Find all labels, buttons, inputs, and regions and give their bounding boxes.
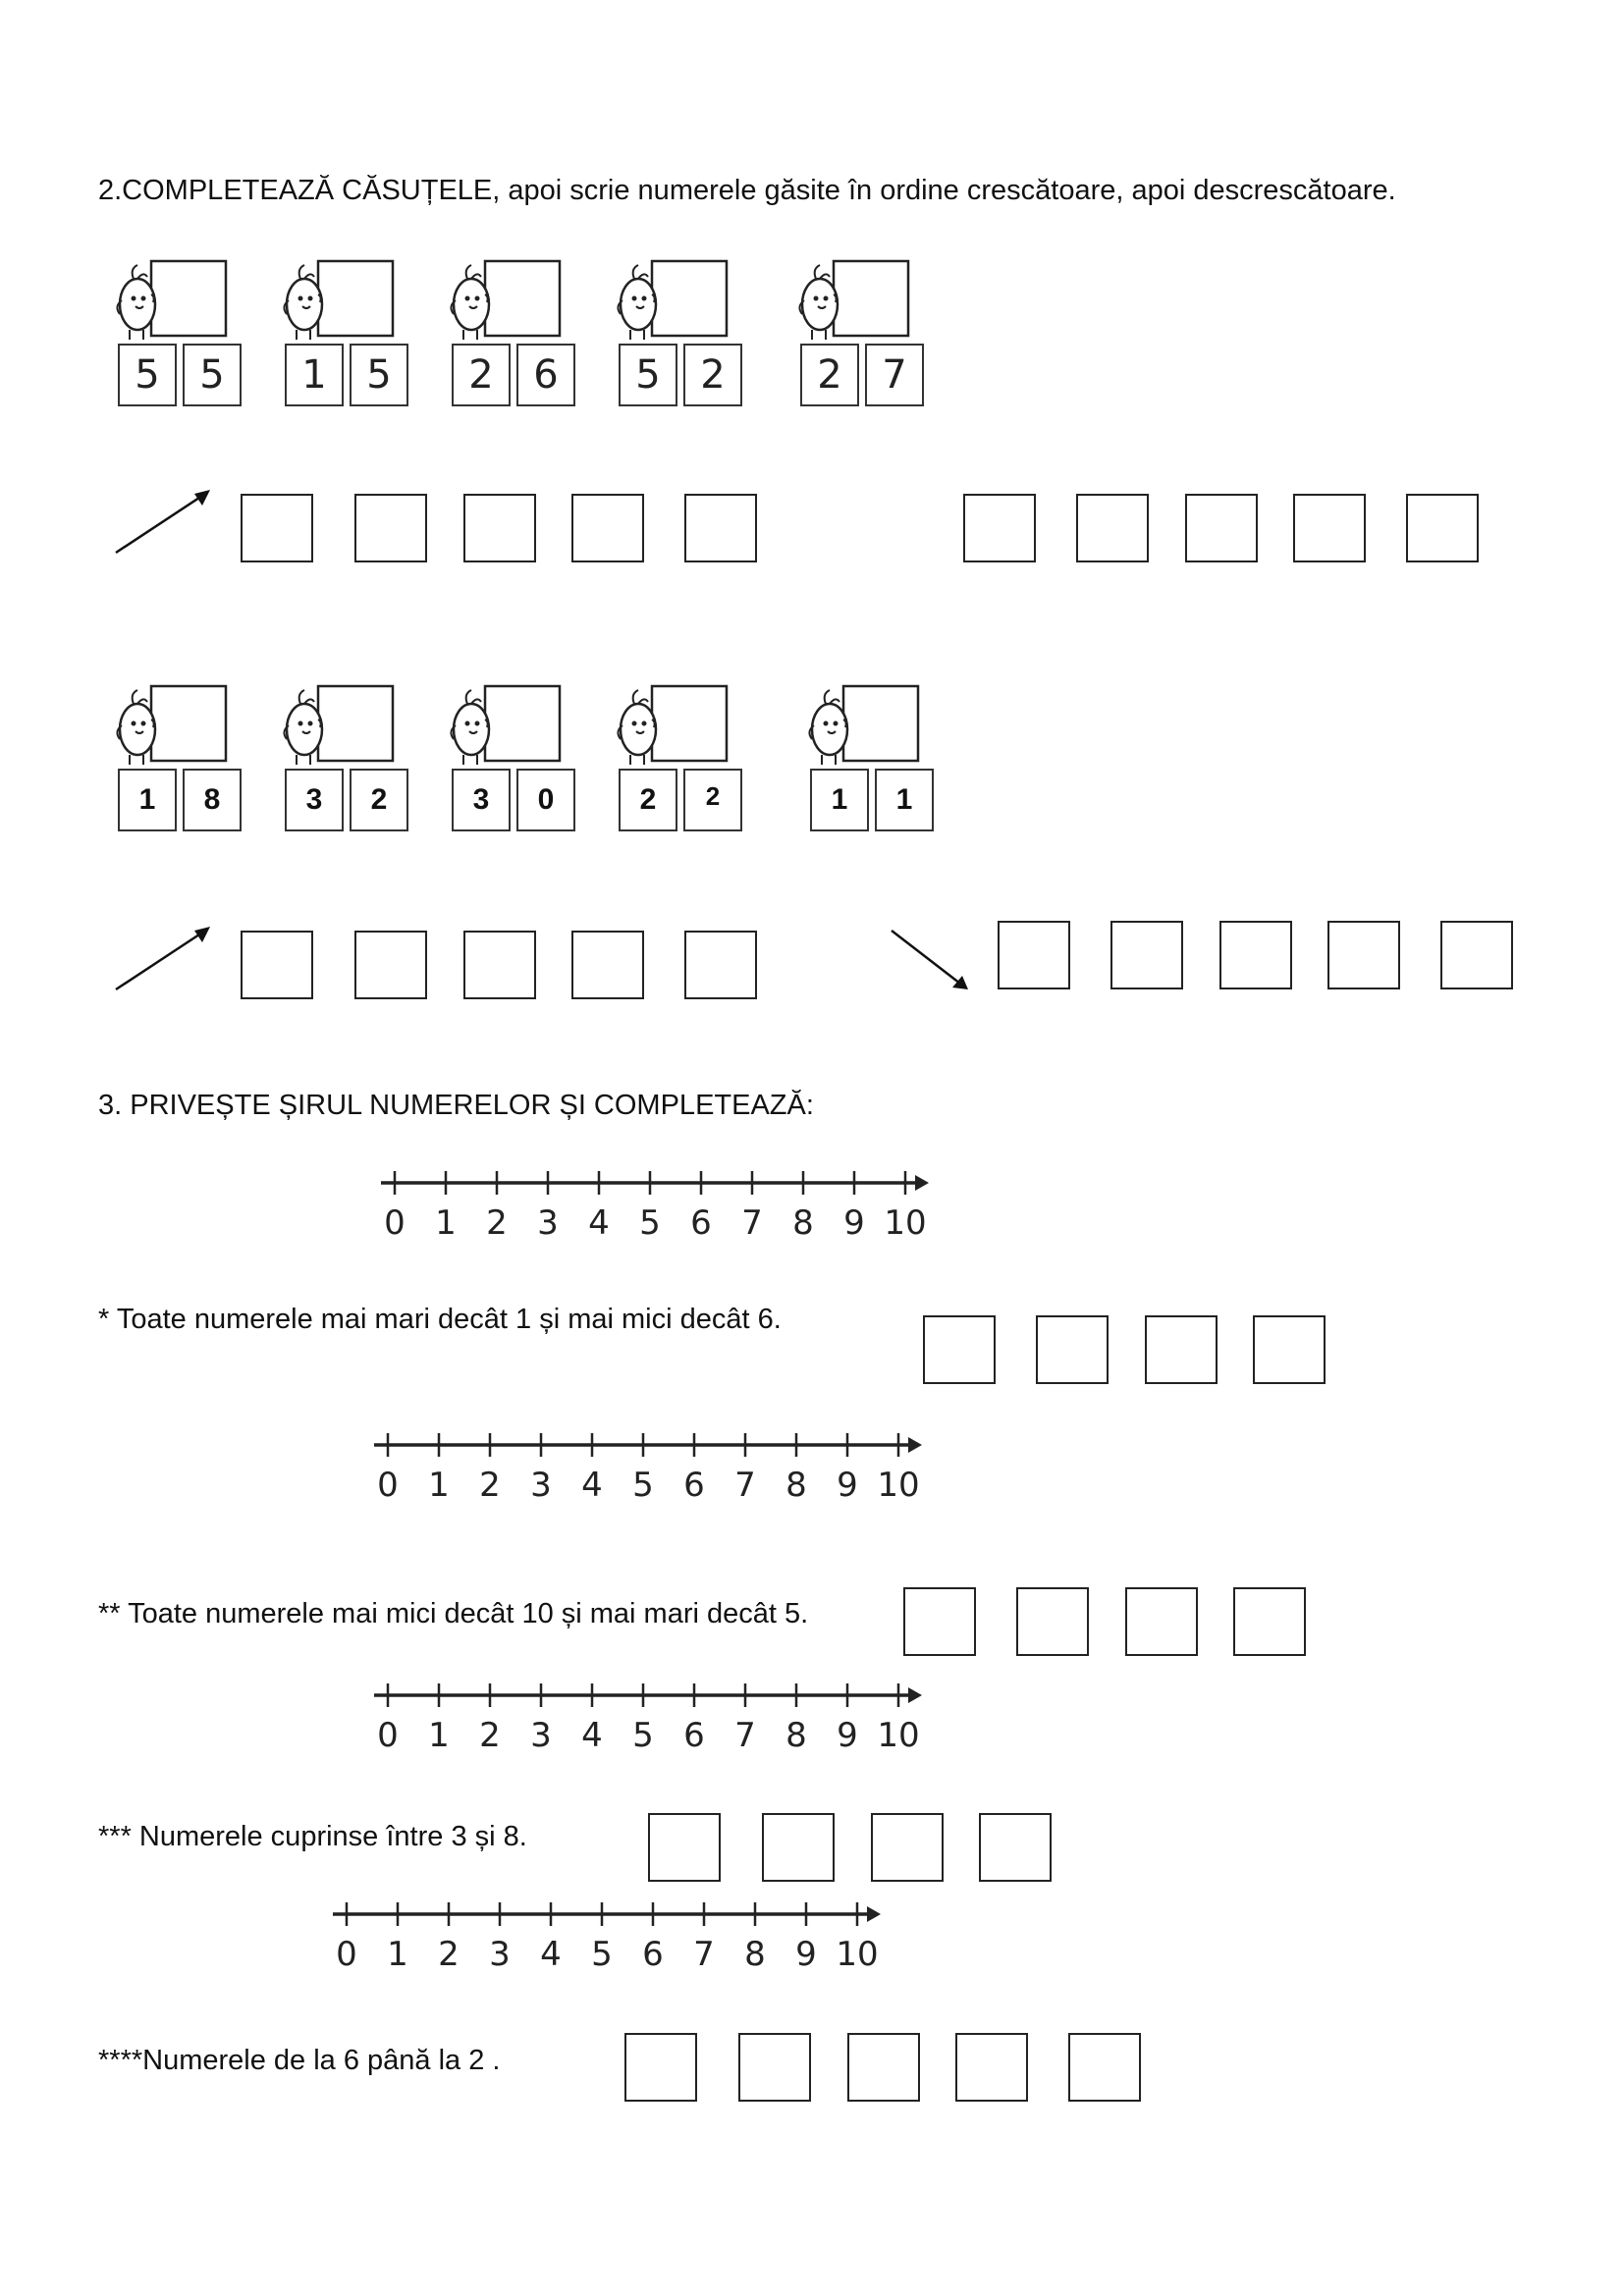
number-line-label: 9 — [843, 1203, 865, 1243]
number-line-label: 7 — [734, 1466, 756, 1505]
number-figure — [108, 680, 245, 857]
digit-label: 3 — [472, 783, 490, 816]
number-line-label: 8 — [785, 1466, 807, 1505]
number-line-label: 5 — [632, 1466, 654, 1505]
digit-card — [452, 344, 511, 406]
number-line-label: 10 — [836, 1935, 879, 1974]
number-line-label: 8 — [792, 1203, 814, 1243]
answer-box[interactable] — [684, 931, 757, 999]
answer-box[interactable] — [463, 494, 536, 562]
digit-card — [118, 344, 177, 406]
digit-label: 1 — [301, 352, 327, 398]
digit-label: 1 — [831, 783, 848, 816]
number-line-arrowhead — [908, 1687, 922, 1703]
number-line-label: 7 — [734, 1716, 756, 1755]
number-line-label: 2 — [438, 1935, 460, 1974]
number-line-label: 7 — [693, 1935, 715, 1974]
number-line-label: 4 — [588, 1203, 610, 1243]
number-line-label: 5 — [639, 1203, 661, 1243]
digit-label: 7 — [882, 352, 907, 398]
answer-box[interactable] — [955, 2033, 1028, 2102]
digit-label: 8 — [203, 783, 221, 816]
number-line-label: 9 — [837, 1466, 858, 1505]
number-line-label: 3 — [489, 1935, 511, 1974]
digit-label: 2 — [370, 783, 388, 816]
answer-box[interactable] — [1068, 2033, 1141, 2102]
number-figure — [442, 255, 579, 432]
digit-label: 1 — [138, 783, 156, 816]
answer-box[interactable] — [571, 494, 644, 562]
number-line-label: 10 — [884, 1203, 927, 1243]
digit-card — [183, 769, 242, 831]
digit-card — [118, 769, 177, 831]
task-3-text: *** Numerele cuprinse între 3 și 8. — [98, 1821, 527, 1852]
digit-label: 1 — [895, 783, 913, 816]
number-line-arrowhead — [915, 1175, 929, 1191]
digit-card — [800, 344, 859, 406]
number-line-label: 8 — [785, 1716, 807, 1755]
number-line-label: 10 — [877, 1716, 920, 1755]
digit-label: 5 — [135, 352, 160, 398]
answer-box[interactable] — [998, 921, 1070, 989]
answer-box[interactable] — [354, 494, 427, 562]
answer-box[interactable] — [1185, 494, 1258, 562]
answer-box[interactable] — [1110, 921, 1183, 989]
digit-card — [350, 344, 408, 406]
number-figure — [790, 255, 928, 432]
digit-card — [619, 344, 677, 406]
digit-label: 2 — [468, 352, 494, 398]
number-line-label: 1 — [435, 1203, 457, 1243]
ascending-arrow-icon — [108, 486, 216, 560]
digit-card — [810, 769, 869, 831]
digit-label: 6 — [533, 352, 559, 398]
number-line-label: 6 — [690, 1203, 712, 1243]
digit-card — [683, 344, 742, 406]
answer-box[interactable] — [923, 1315, 996, 1384]
digit-card — [350, 769, 408, 831]
digit-label: 2 — [705, 780, 721, 811]
answer-box[interactable] — [1293, 494, 1366, 562]
ascending-arrow-icon — [108, 923, 216, 996]
answer-box[interactable] — [624, 2033, 697, 2102]
answer-box[interactable] — [648, 1813, 721, 1882]
answer-box[interactable] — [1440, 921, 1513, 989]
answer-box[interactable] — [1219, 921, 1292, 989]
digit-label: 5 — [199, 352, 225, 398]
number-figure — [275, 680, 412, 857]
number-line-arrowhead — [908, 1437, 922, 1453]
digit-label: 2 — [817, 352, 842, 398]
answer-box[interactable] — [963, 494, 1036, 562]
number-line-label: 4 — [581, 1716, 603, 1755]
number-line-label: 0 — [377, 1466, 399, 1505]
digit-label: 5 — [366, 352, 392, 398]
number-figure — [609, 255, 746, 432]
answer-box[interactable] — [1125, 1587, 1198, 1656]
digit-card — [619, 769, 677, 831]
digit-card — [183, 344, 242, 406]
answer-box[interactable] — [738, 2033, 811, 2102]
task-2-text: ** Toate numerele mai mici decât 10 și mai mari decât 5. — [98, 1598, 809, 1629]
number-line-label: 2 — [479, 1716, 501, 1755]
number-line-label: 3 — [530, 1466, 552, 1505]
number-line-label: 8 — [744, 1935, 766, 1974]
number-line-label: 6 — [683, 1466, 705, 1505]
exercise-3-title: 3. PRIVEȘTE ȘIRUL NUMERELOR ȘI COMPLETEAZĂ: — [98, 1090, 814, 1121]
number-line-label: 4 — [540, 1935, 562, 1974]
task-4-text: ****Numerele de la 6 până la 2 . — [98, 2045, 501, 2076]
task-1-text: * Toate numerele mai mari decât 1 și mai mici decât 6. — [98, 1304, 782, 1335]
answer-box[interactable] — [241, 931, 313, 999]
digit-card — [516, 344, 575, 406]
digit-card — [452, 769, 511, 831]
number-figure — [800, 680, 938, 857]
number-line-label: 9 — [795, 1935, 817, 1974]
number-line-arrowhead — [867, 1906, 881, 1922]
number-figure — [442, 680, 579, 857]
answer-box[interactable] — [1233, 1587, 1306, 1656]
answer-box[interactable] — [871, 1813, 944, 1882]
exercise-2-title: 2.COMPLETEAZĂ CĂSUȚELE, apoi scrie numerele găsite în ordine crescătoare, apoi descrescătoare. — [98, 175, 1396, 206]
digit-label: 3 — [305, 783, 323, 816]
number-line-label: 1 — [387, 1935, 408, 1974]
number-figure — [108, 255, 245, 432]
answer-box[interactable] — [1076, 494, 1149, 562]
number-line-svg — [373, 1158, 927, 1247]
answer-box[interactable] — [571, 931, 644, 999]
number-line-label: 2 — [486, 1203, 508, 1243]
number-line-svg — [325, 1890, 879, 1978]
digit-card — [285, 769, 344, 831]
digit-card — [865, 344, 924, 406]
answer-box[interactable] — [1327, 921, 1400, 989]
answer-box[interactable] — [684, 494, 757, 562]
number-line-label: 9 — [837, 1716, 858, 1755]
digit-card — [683, 769, 742, 831]
number-line-label: 7 — [741, 1203, 763, 1243]
number-line-label: 5 — [591, 1935, 613, 1974]
number-line-label: 1 — [428, 1716, 450, 1755]
answer-box[interactable] — [762, 1813, 835, 1882]
answer-box[interactable] — [979, 1813, 1052, 1882]
answer-box[interactable] — [1145, 1315, 1218, 1384]
number-line-svg — [366, 1420, 920, 1509]
number-line-label: 0 — [384, 1203, 406, 1243]
number-line-label: 4 — [581, 1466, 603, 1505]
digit-label: 0 — [537, 783, 555, 816]
number-line-label: 6 — [642, 1935, 664, 1974]
digit-card — [516, 769, 575, 831]
digit-label: 5 — [635, 352, 661, 398]
number-line-label: 3 — [537, 1203, 559, 1243]
digit-card — [285, 344, 344, 406]
number-line-label: 1 — [428, 1466, 450, 1505]
digit-label: 2 — [639, 783, 657, 816]
number-line-label: 10 — [877, 1466, 920, 1505]
digit-label: 2 — [700, 352, 726, 398]
answer-box[interactable] — [903, 1587, 976, 1656]
number-figure — [609, 680, 746, 857]
number-figure — [275, 255, 412, 432]
answer-box[interactable] — [1406, 494, 1479, 562]
digit-card — [875, 769, 934, 831]
number-line-label: 0 — [377, 1716, 399, 1755]
number-line-label: 6 — [683, 1716, 705, 1755]
answer-box[interactable] — [354, 931, 427, 999]
number-line-label: 2 — [479, 1466, 501, 1505]
number-line-label: 5 — [632, 1716, 654, 1755]
number-line-svg — [366, 1671, 920, 1759]
answer-box[interactable] — [241, 494, 313, 562]
number-line-label: 3 — [530, 1716, 552, 1755]
answer-box[interactable] — [1253, 1315, 1326, 1384]
number-line-label: 0 — [336, 1935, 357, 1974]
answer-box[interactable] — [1036, 1315, 1109, 1384]
answer-box[interactable] — [847, 2033, 920, 2102]
answer-box[interactable] — [463, 931, 536, 999]
answer-box[interactable] — [1016, 1587, 1089, 1656]
descending-arrow-icon — [884, 923, 972, 996]
